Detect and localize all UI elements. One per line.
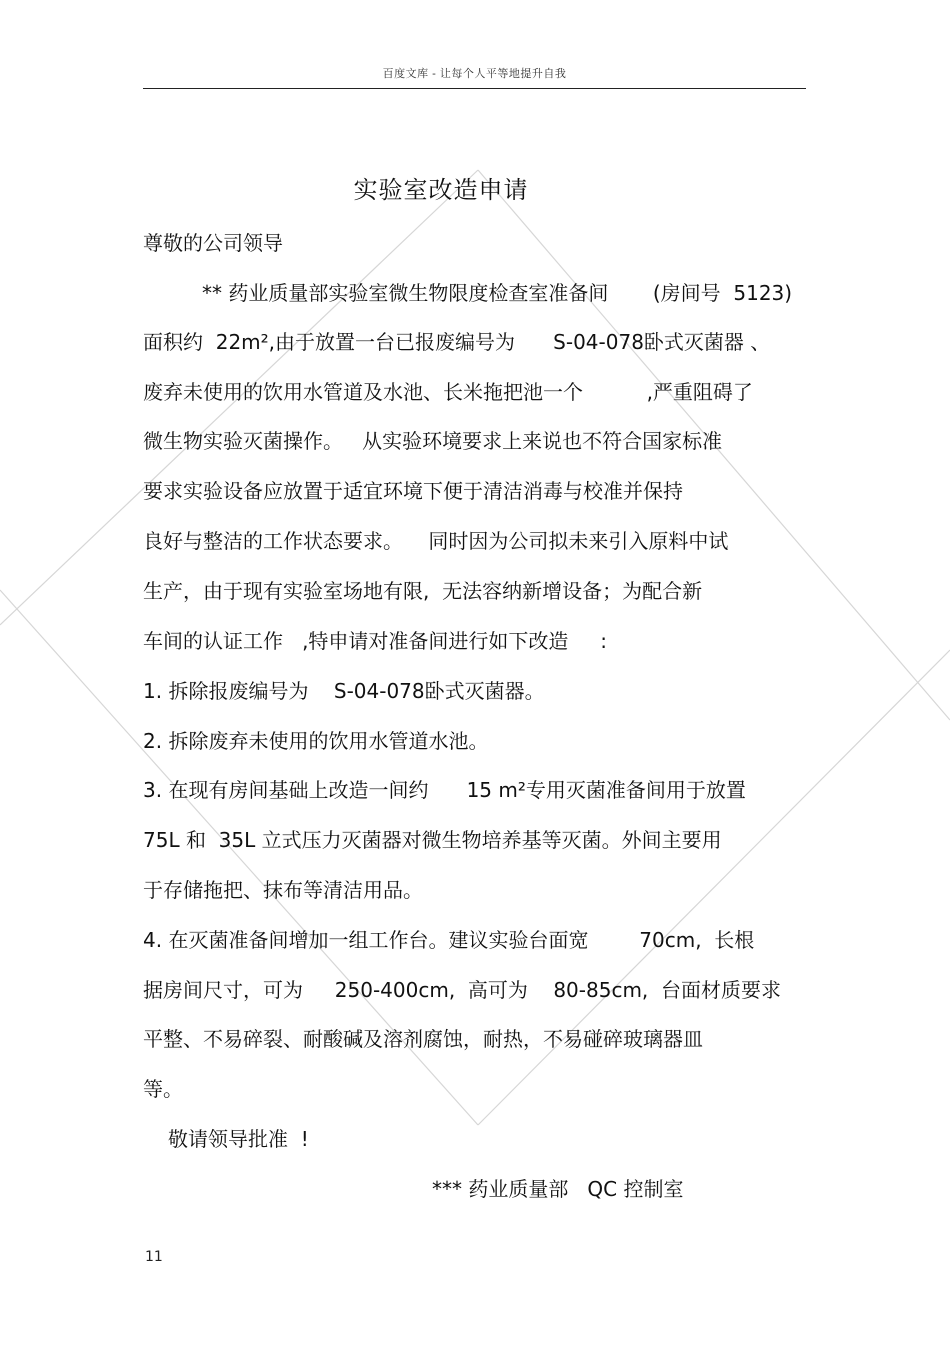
body-line: 良好与整洁的工作状态要求。 同时因为公司拟未来引入原料中试 [143,529,729,553]
signature: *** 药业质量部 QC 控制室 [432,1177,684,1201]
body-line: 面积约 22m²,由于放置一台已报废编号为 S-04-078卧式灭菌器 、 [143,330,771,354]
page-number: 11 [145,1249,163,1265]
body-line: 生产，由于现有实验室场地有限, 无法容纳新增设备；为配合新 [143,579,703,603]
page-header [143,66,806,89]
salutation: 尊敬的公司领导 [143,231,283,255]
body-line: 要求实验设备应放置于适宜环境下便于清洁消毒与校准并保持 [143,479,683,503]
header-separator: - [432,67,437,80]
list-item-continuation: 等。 [143,1077,183,1101]
list-item: 1. 拆除报废编号为 S-04-078卧式灭菌器。 [143,679,545,703]
body-line: 废弃未使用的饮用水管道及水池、长米拖把池一个 ,严重阻碍了 [143,380,753,404]
list-item: 2. 拆除废弃未使用的饮用水管道水池。 [143,729,489,753]
list-item: 3. 在现有房间基础上改造一间约 15 m²专用灭菌准备间用于放置 [143,778,746,802]
list-item-continuation: 75L 和 35L 立式压力灭菌器对微生物培养基等灭菌。外间主要用 [143,828,722,852]
list-item-continuation: 平整、不易碎裂、耐酸碱及溶剂腐蚀，耐热，不易碰碎玻璃器皿 [143,1027,703,1051]
document-title: 实验室改造申请 [353,176,529,204]
body-line: 车间的认证工作 ,特申请对准备间进行如下改造 : [143,629,607,653]
body-line: 微生物实验灭菌操作。 从实验环境要求上来说也不符合国家标准 [143,429,723,453]
body-line: ** 药业质量部实验室微生物限度检查室准备间 (房间号 5123) [202,281,793,305]
header-slogan: 让每个人平等地提升自我 [439,67,567,80]
header-site: 百度文库 [382,67,429,80]
list-item-continuation: 于存储拖把、抹布等清洁用品。 [143,878,423,902]
list-item: 4. 在灭菌准备间增加一组工作台。建议实验台面宽 70cm, 长根 [143,928,755,952]
list-item-continuation: 据房间尺寸，可为 250-400cm, 高可为 80-85cm, 台面材质要求 [143,978,781,1002]
closing-line: 敬请领导批准 ! [168,1127,309,1151]
